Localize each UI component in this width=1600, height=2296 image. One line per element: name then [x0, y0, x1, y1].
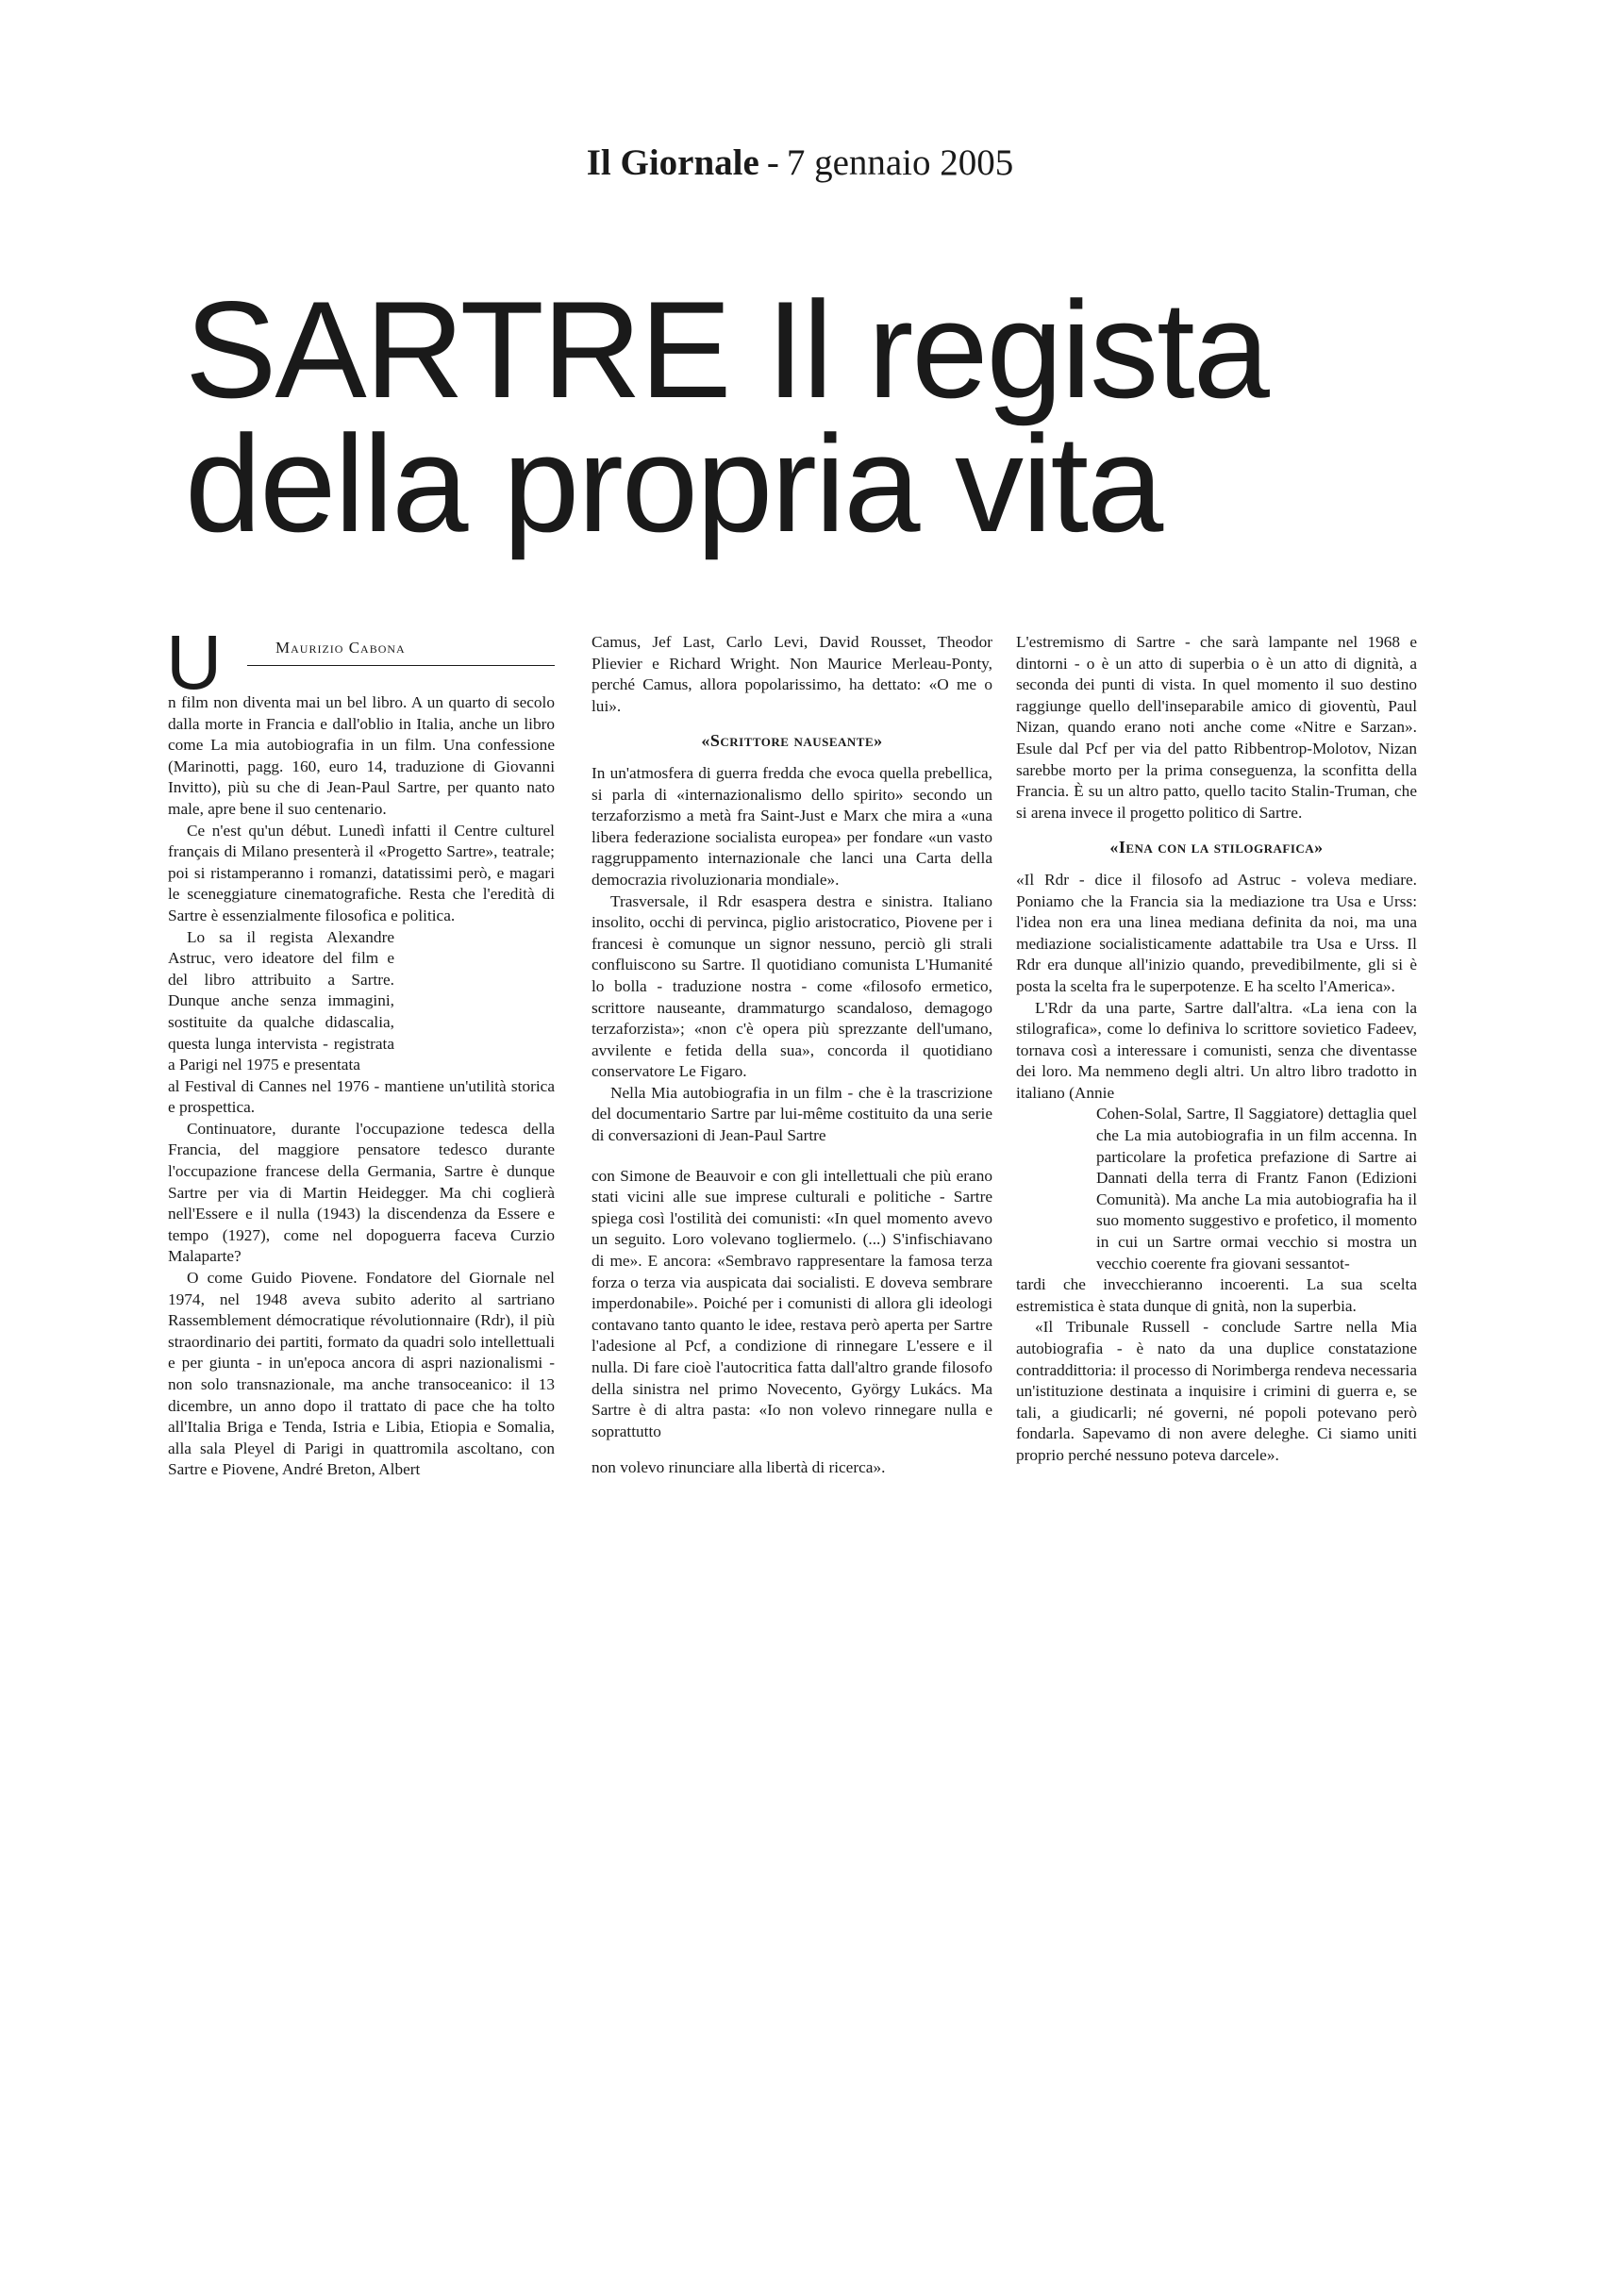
- indented-text-block: [1096, 1104, 1417, 1274]
- paragraph: Camus, Jef Last, Carlo Levi, David Rousset, Theodor Plievier e Richard Wright. Non Maurice Merleau-Ponty, perché Camus, allora popolarissimo, ha dettato: «O me o lui».: [592, 633, 992, 715]
- paragraph: Continuatore, durante l'occupazione tedesca della Francia, del maggiore pensatore tedesco durante l'occupazione francese della Germania, Sartre è dunque Sartre per via di Martin Heidegger. Ma chi coglierà nell'Essere e il nulla (1943) la discendenza da Essere e tempo (1927), come nel dopoguerra faceva Curzio Malaparte?: [168, 1119, 555, 1266]
- article-headline: [185, 273, 1374, 560]
- paragraph: al Festival di Cannes nel 1976 - mantiene un'utilità storica e prospettica.: [168, 1076, 555, 1117]
- narrow-text-block: [168, 927, 394, 1076]
- masthead: [0, 141, 1600, 184]
- headline-line-1: SARTRE Il regista: [185, 273, 1268, 426]
- paragraph: O come Guido Piovene. Fondatore del Giornale nel 1974, nel 1948 aveva subito aderito al sartriano Rassemblement démocratique révolutionnaire (Rdr), il più straordinario dei partiti, formato da quadri solo intellettuali e per giunta - in un'epoca ancora di aspri nazionalismi - non solo transnazionale, ma anche transoceanico: il 13 dicembre, un anno dopo il trattato di pace che ha tolto all'Italia Briga e Tenda, Istria e Libia, Etiopia e Somalia, alla sala Pleyel di Parigi in quattromila ascoltano, con Sartre e Piovene, André Breton, Albert: [168, 1269, 555, 1479]
- paragraph: con Simone de Beauvoir e con gli intellettuali che più erano stati vicini alle sue imprese culturali e politiche - Sartre spiega così l'ostilità dei comunisti: «In quel momento avevo un seguito. Loro volevano togliermelo. (...) S'infischiavano di me». E ancora: «Sembravo rappresentare la famosa terza forza o terza via auspicata dai socialisti. E doveva sembrare imperdonabile». Poiché per i comunisti di allora gli ideologi contavano tanto quanto le idee, restava però aperta per Sartre l'adesione al Pcf, a condizione di rinnegare L'essere e il nulla. Di fare cioè l'autocritica fatta dall'altro grande filosofo della sinistra nel primo Novecento, György Lukács. Ma Sartre è di altra pasta: «Io non volevo rinnegare nulla e soprattutto: [592, 1166, 992, 1440]
- subheading: «Iena con la stilografica»: [1109, 838, 1324, 857]
- author-byline: Maurizio Cabona: [247, 638, 555, 666]
- drop-cap: U: [166, 620, 223, 706]
- paragraph: Cohen-Solal, Sartre, Il Saggiatore) dettaglia quel che La mia autobiografia in un film accenna. In particolare la profetica prefazione di Sartre ai Dannati della terra di Frantz Fanon (Edizioni Comunità). Ma anche La mia autobiografia ha il suo momento suggestivo e profetico, il momento in cui un Sartre ormai vecchio si mostra un vecchio coerente fra giovani sessantot-: [1096, 1105, 1417, 1273]
- byline-block: [166, 620, 555, 706]
- paragraph: Ce n'est qu'un début. Lunedì infatti il Centre culturel français di Milano presenterà il «Progetto Sartre», teatrale; poi si ristamperanno i romanzi, datatissimi però, e magari le sceneggiature cinematografiche. Resta che l'eredità di Sartre è essenzialmente filosofica e politica.: [168, 821, 555, 924]
- paragraph: In un'atmosfera di guerra fredda che evoca quella prebellica, si parla di «internazionalismo dello spirito» secondo un terzaforzismo a metà fra Saint-Just e Marx che mira a «una libera federazione socialista europea» per fondare «un vasto raggruppamento internazionale che lanci una Carta della democrazia rivoluzionaria mondiale».: [592, 763, 992, 889]
- masthead-separator: -: [766, 142, 779, 183]
- headline-line-2: della propria vita: [185, 407, 1162, 560]
- paragraph: Trasversale, il Rdr esaspera destra e sinistra. Italiano insolito, occhi di pervinca, piglio aristocratico, Piovene per i francesi è comunque un signor nessuno, perciò gli strali confluiscono su Sartre. Il quotidiano comunista L'Humanité lo bolla - traduzione nostra - come «filosofo ermetico, scrittore nauseante, drammaturgo scandaloso, demagogo terzaforzista»; «non c'è opera più sprezzante dell'umano, avvilente e fetida della sua», concorda il quotidiano conservatore Le Figaro.: [592, 891, 992, 1081]
- paragraph: «Il Rdr - dice il filosofo ad Astruc - voleva mediare. Poniamo che la Francia sia la mediazione tra Usa e Urss: l'idea non era una linea mediana definita da noi, ma una mediazione socialisticamente adattabile tra Usa e Urss. Il Rdr era dunque all'inizio quando, prevedibilmente, gli si è posta la scelta fra le superpotenze. E ha scelto l'America».: [1016, 870, 1417, 995]
- paragraph: L'estremismo di Sartre - che sarà lampante nel 1968 e dintorni - o è un atto di superbia o è un atto di dignità, a seconda dei punti di vista. In quel momento il suo destino raggiunge quello dell'inseparabile amico di gioventù, Paul Nizan, quando erano noti anche come «Nitre e Sarzan». Esule dal Pcf per via del patto Ribbentrop-Molotov, Nizan sarebbe morto per la prima conseguenza, la sconfitta della Francia. È su un altro patto, quello tacito Stalin-Truman, che si arena invece il progetto politico di Sartre.: [1016, 633, 1417, 822]
- paragraph: non volevo rinunciare alla libertà di ricerca».: [592, 1458, 886, 1477]
- paragraph: «Il Tribunale Russell - conclude Sartre nella Mia autobiografia - è nato da una duplice constatazione contraddittoria: il processo di Norimberga rendeva necessaria un'istituzione destinata a inquisire i crimini di guerra e, se tali, a giudicarli; né governi, né popoli potevano però fondarla. Sapevamo di non avere deleghe. Ci siamo uniti proprio perché nessuno poteva darcele».: [1016, 1318, 1417, 1464]
- paragraph: L'Rdr da una parte, Sartre dall'altra. «La iena con la stilografica», come lo definiva lo scrittore sovietico Fadeev, tornava così a interessare i comunisti, senza che diventasse dei loro. Ma nemmeno degli altri. Un altro libro tradotto in italiano (Annie: [1016, 998, 1417, 1102]
- paragraph: tardi che invecchieranno incoerenti. La sua scelta estremistica è stata dunque di gnità, non la superbia.: [1016, 1275, 1417, 1315]
- subheading: «Scrittore nauseante»: [701, 731, 883, 751]
- article-column-2: [592, 632, 992, 1479]
- publication-date: 7 gennaio 2005: [786, 142, 1014, 183]
- paragraph: Nella Mia autobiografia in un film - che è la trascrizione del documentario Sartre par lui-même costituito da una serie di conversazioni di Jean-Paul Sartre: [592, 1083, 992, 1145]
- article-column-1: [166, 620, 555, 1481]
- newspaper-name: Il Giornale: [586, 142, 759, 183]
- paragraph: Lo sa il regista Alexandre Astruc, vero ideatore del film e del libro attribuito a Sartre. Dunque anche senza immagini, sostituite da qualche didascalia, questa lunga intervista - registrata a Parigi nel 1975 e presentata: [168, 927, 394, 1074]
- article-column-3: [1016, 632, 1417, 1467]
- paragraph: n film non diventa mai un bel libro. A un quarto di secolo dalla morte in Francia e dall'oblio in Italia, anche un libro come La mia autobiografia in un film. Una confessione (Marinotti, pagg. 160, euro 14, traduzione di Giovanni Invitto), più su che di Jean-Paul Sartre, per quanto nato male, apre bene il suo centenario.: [168, 693, 555, 818]
